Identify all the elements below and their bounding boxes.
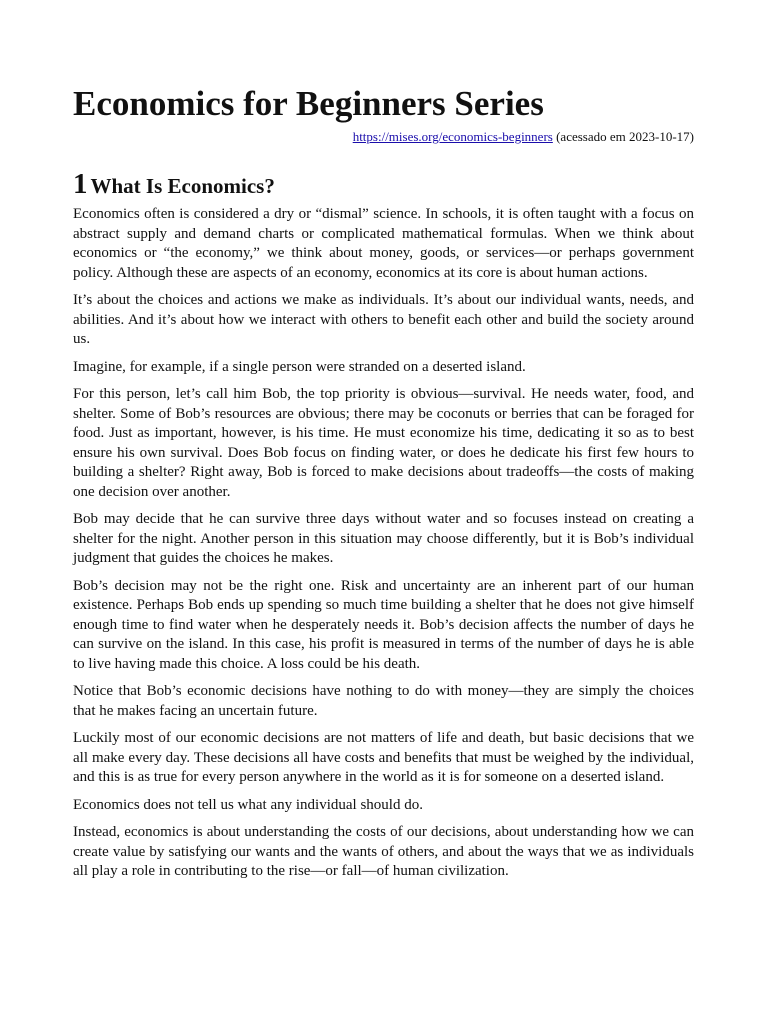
section-heading <box>73 165 275 205</box>
paragraph: Imagine, for example, if a single person were stranded on a deserted island. <box>73 358 526 375</box>
paragraph: Economics does not tell us what any individual should do. <box>73 796 423 813</box>
source-citation <box>353 128 694 146</box>
paragraph: Luckily most of our economic decisions are not matters of life and death, but basic decisions that we all make every day. These decisions all have costs and benefits that must be weighed by the individual, and this is as true for every person anywhere in the world as it is for someone on a deserted island. <box>73 730 694 785</box>
section-body <box>73 205 694 890</box>
document-title: Economics for Beginners Series <box>73 84 544 123</box>
paragraph: Notice that Bob’s economic decisions have nothing to do with money—they are simply the choices that he makes facing an uncertain future. <box>73 683 694 719</box>
section-title: What Is Economics? <box>90 174 275 198</box>
paragraph: For this person, let’s call him Bob, the top priority is obvious—survival. He needs water, food, and shelter. Some of Bob’s resources are obvious; there may be coconuts or berries that can be foraged for food. Just as important, however, is his time. He must economize his time, dedicating it so as to best ensure his own survival. Does Bob focus on finding water, or does he dedicate his first few hours to building a shelter? Right away, Bob is forced to make decisions about tradeoffs—the costs of making one decision over another. <box>73 386 694 500</box>
access-date-note: (acessado em 2023-10-17) <box>552 129 694 144</box>
paragraph: Bob may decide that he can survive three days without water and so focuses instead on creating a shelter for the night. Another person in this situation may choose differently, but it is Bob’s individual judgment that guides the choices he makes. <box>73 511 694 566</box>
source-link[interactable]: https://mises.org/economics-beginners <box>352 129 553 144</box>
paragraph: It’s about the choices and actions we make as individuals. It’s about our individual wants, needs, and abilities. And it’s about how we interact with others to benefit each other and build the society around us. <box>73 292 694 347</box>
paragraph: Instead, economics is about understanding the costs of our decisions, about understanding how we can create value by satisfying our wants and the wants of others, and about the ways that we as individuals all play a role in contributing to the rise—or fall—of human civilization. <box>73 824 694 879</box>
section-number: 1 <box>73 168 88 200</box>
paragraph: Bob’s decision may not be the right one. Risk and uncertainty are an inherent part of our human existence. Perhaps Bob ends up spending so much time building a shelter that he does not give himself enough time to find water when he desperately needs it. Bob’s decision affects the number of days he can survive on the island. In this case, his profit is measured in terms of the number of days he is able to live having made this choice. A loss could be his death. <box>73 577 694 672</box>
paragraph: Economics often is considered a dry or “dismal” science. In schools, it is often taught with a focus on abstract supply and demand charts or complicated mathematical formulas. When we think about economics or “the economy,” we think about money, goods, or services—or perhaps government policy. Although these are aspects of an economy, economics at its core is about human actions. <box>73 206 694 281</box>
